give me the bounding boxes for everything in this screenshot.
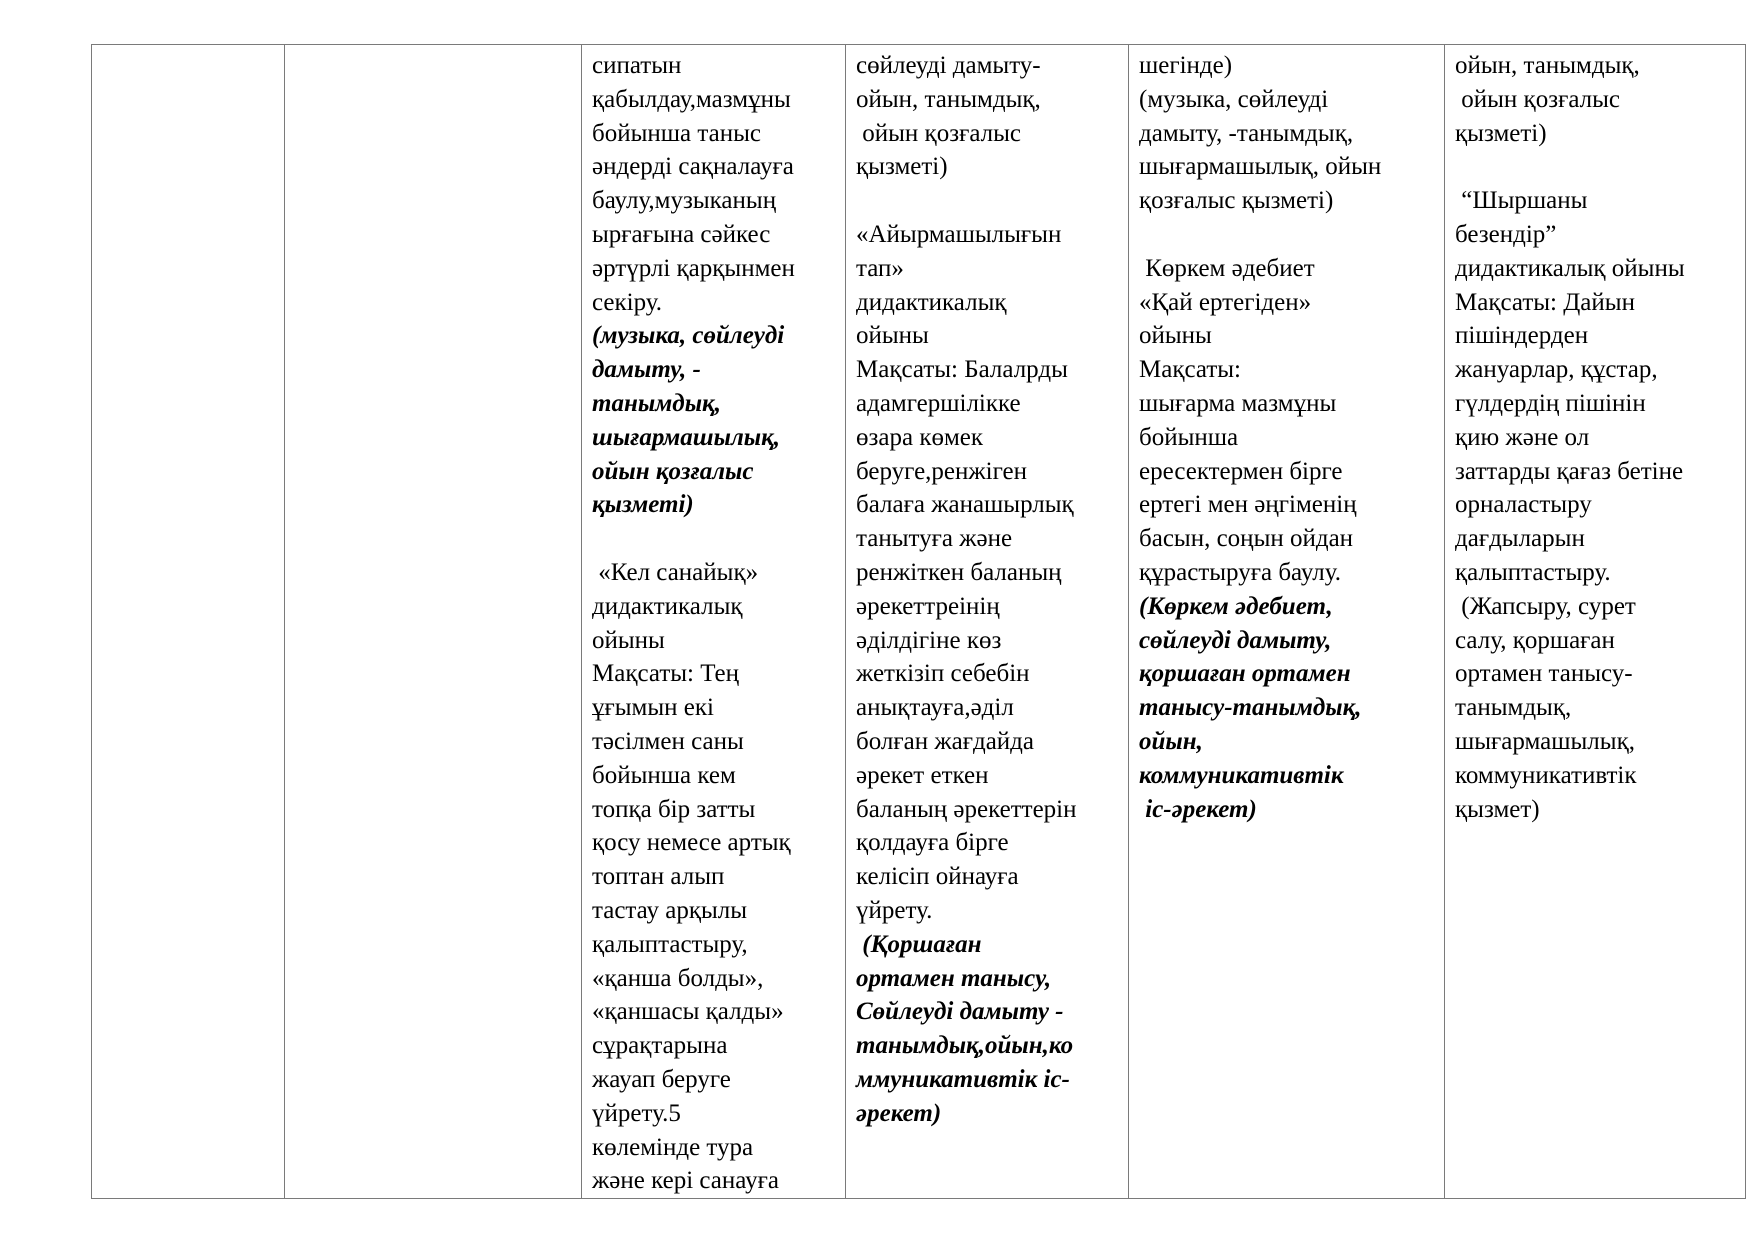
text-line: топқа бір затты (592, 795, 756, 823)
text-line: балаға жанашырлық (856, 491, 1074, 519)
text-line: дидактикалық (592, 592, 743, 620)
text-line: сөйлеуді дамыту- (856, 52, 1041, 79)
text-line: ертегі мен әңгіменің (1139, 491, 1357, 519)
integration-note-line: Сөйлеуді дамыту - (856, 998, 1064, 1026)
integration-note-line: танымдық,ойын,ко (856, 1032, 1074, 1060)
text-line: «Айырмашылығын (856, 220, 1062, 248)
integration-note-line: қоршаған ортамен (1139, 660, 1351, 688)
text-line: коммуникативтік (1455, 761, 1637, 789)
text-line: «қанша болды», (592, 964, 764, 992)
text-line: танытуға және (856, 525, 1013, 553)
text-line: безендір” (1455, 220, 1557, 248)
text-line: үйрету.5 (592, 1099, 681, 1127)
text-line: әрекеттреінің (856, 592, 1000, 620)
text-line: құрастыруға баулу. (1139, 558, 1342, 586)
text-line: дидактикалық ойыны (1455, 254, 1685, 282)
text-line: ойын, танымдық, (856, 85, 1041, 113)
text-line: қабылдау,мазмұны (592, 85, 791, 113)
text-line: үйрету. (856, 896, 933, 924)
text-line: қызмет) (1455, 795, 1540, 823)
text-line: жануарлар, құстар, (1455, 356, 1658, 384)
text-line: қызметі) (1455, 119, 1547, 147)
integration-note-line: дамыту, - (592, 356, 701, 384)
text-line: ересектермен бірге (1139, 457, 1343, 485)
integration-note-line: танысу-танымдық, (1139, 694, 1362, 722)
text-line: бойынша (1139, 423, 1239, 451)
cell-decorate-tree-game (1445, 45, 1746, 1199)
text-line: топтан алып (592, 863, 725, 891)
empty-cell-2 (285, 45, 582, 1199)
text-line: тастау арқылы (592, 896, 748, 924)
cell-find-difference-game (846, 45, 1129, 1199)
text-line: және кері санауға (592, 1167, 779, 1195)
text-line: Көркем әдебиет (1139, 254, 1315, 282)
text-line: қалыптастыру. (1455, 558, 1611, 586)
text-line: “Шыршаны (1455, 187, 1588, 215)
text-line: өзара көмек (856, 423, 984, 451)
text-line: Мақсаты: Тең (592, 660, 740, 688)
text-line: ойын қозғалыс (1455, 85, 1621, 113)
text-line: келісіп ойнауға (856, 863, 1019, 891)
integration-note-line: сөйлеуді дамыту, (1139, 626, 1332, 654)
text-line: қию және ол (1455, 423, 1590, 451)
text-line: шығармашылық, ойын (1139, 153, 1382, 181)
paragraph-gap (856, 184, 1122, 218)
text-line: жауап беруге (592, 1065, 731, 1093)
text-line: қалыптастыру, (592, 930, 748, 958)
integration-note-line: (Көркем әдебиет, (1139, 592, 1333, 620)
text-line: танымдық, (1455, 694, 1572, 722)
integration-note-line: коммуникативтік (1139, 761, 1344, 789)
text-line: ойын, танымдық, (1455, 52, 1640, 79)
text-line: дағдыларын (1455, 525, 1585, 553)
text-line: ойыны (1139, 322, 1212, 350)
text-line: заттарды қағаз бетіне (1455, 457, 1684, 485)
text-line: анықтауға,әділ (856, 694, 1014, 722)
text-line: «Қай ертегіден» (1139, 288, 1312, 316)
text-line: қолдауға бірге (856, 829, 1009, 857)
text-line: ырғағына сәйкес (592, 220, 771, 248)
text-line: қызметі) (856, 153, 948, 181)
text-line: сипатын (592, 52, 682, 79)
text-line: қосу немесе артық (592, 829, 791, 857)
text-line: беруге,ренжіген (856, 457, 1028, 485)
integration-note-line: ортамен танысу, (856, 964, 1052, 992)
text-line: ойыны (592, 626, 665, 654)
text-line: дидактикалық (856, 288, 1007, 316)
text-line: баланың әрекеттерін (856, 795, 1077, 823)
paragraph-gap (592, 522, 839, 556)
text-line: (Жапсыру, сурет (1455, 592, 1636, 620)
text-line: адамгершілікке (856, 389, 1021, 417)
text-line: әрекет еткен (856, 761, 989, 789)
text-line: салу, қоршаған (1455, 626, 1615, 654)
text-line: дамыту, -танымдық, (1139, 119, 1354, 147)
integration-note-line: қызметі) (592, 491, 694, 519)
text-line: ұғымын екі (592, 694, 714, 722)
integration-note-line: шығармашылық, (592, 423, 781, 451)
integration-note-line: танымдық, (592, 389, 721, 417)
integration-note-line: ойын, (1139, 727, 1203, 755)
paragraph-gap (1455, 150, 1739, 184)
text-line: «Кел санайық» (592, 558, 759, 586)
text-line: сұрақтарына (592, 1032, 728, 1060)
text-line: шығармашылық, (1455, 727, 1635, 755)
text-line: гүлдердің пішінін (1455, 389, 1646, 417)
text-line: пішіндерден (1455, 322, 1589, 350)
text-line: ортамен танысу- (1455, 660, 1633, 688)
text-line: Мақсаты: Балалрды (856, 356, 1068, 384)
text-line: болған жағдайда (856, 727, 1034, 755)
integration-note-line: ойын қозғалыс (592, 457, 754, 485)
text-line: ойыны (856, 322, 929, 350)
text-line: көлемінде тура (592, 1133, 754, 1161)
integration-note-line: (музыка, сөйлеуді (592, 322, 785, 350)
text-line: бойынша кем (592, 761, 736, 789)
text-line: баулу,музыканың (592, 187, 777, 215)
integration-note-line: (Қоршаған (856, 930, 982, 958)
text-line: әртүрлі қарқынмен (592, 254, 795, 282)
text-line: ойын қозғалыс (856, 119, 1022, 147)
text-line: «қаншасы қалды» (592, 998, 784, 1026)
table-row (92, 45, 1746, 1199)
text-line: тәсілмен саны (592, 727, 744, 755)
activity-plan-table (91, 44, 1746, 1199)
text-line: секіру. (592, 288, 663, 316)
cell-music-activity (582, 45, 846, 1199)
text-line: (музыка, сөйлеуді (1139, 85, 1329, 113)
text-line: қозғалыс қызметі) (1139, 187, 1334, 215)
text-line: жеткізіп себебін (856, 660, 1030, 688)
integration-note-line: ммуникативтік іс- (856, 1065, 1070, 1093)
text-line: орналастыру (1455, 491, 1592, 519)
text-line: Мақсаты: (1139, 356, 1241, 384)
paragraph-gap (1139, 218, 1438, 252)
text-line: шығарма мазмұны (1139, 389, 1337, 417)
text-line: әділдігіне көз (856, 626, 1002, 654)
text-line: шегінде) (1139, 52, 1233, 79)
integration-note-line: іс-әрекет) (1139, 795, 1257, 823)
text-line: әндерді сақналауға (592, 153, 794, 181)
text-line: тап» (856, 254, 904, 282)
text-line: ренжіткен баланың (856, 558, 1062, 586)
empty-cell-1 (92, 45, 285, 1199)
text-line: бойынша таныс (592, 119, 761, 147)
cell-fairy-tale-game (1129, 45, 1445, 1199)
text-line: басын, соңын ойдан (1139, 525, 1354, 553)
text-line: Мақсаты: Дайын (1455, 288, 1635, 316)
integration-note-line: әрекет) (856, 1099, 942, 1127)
